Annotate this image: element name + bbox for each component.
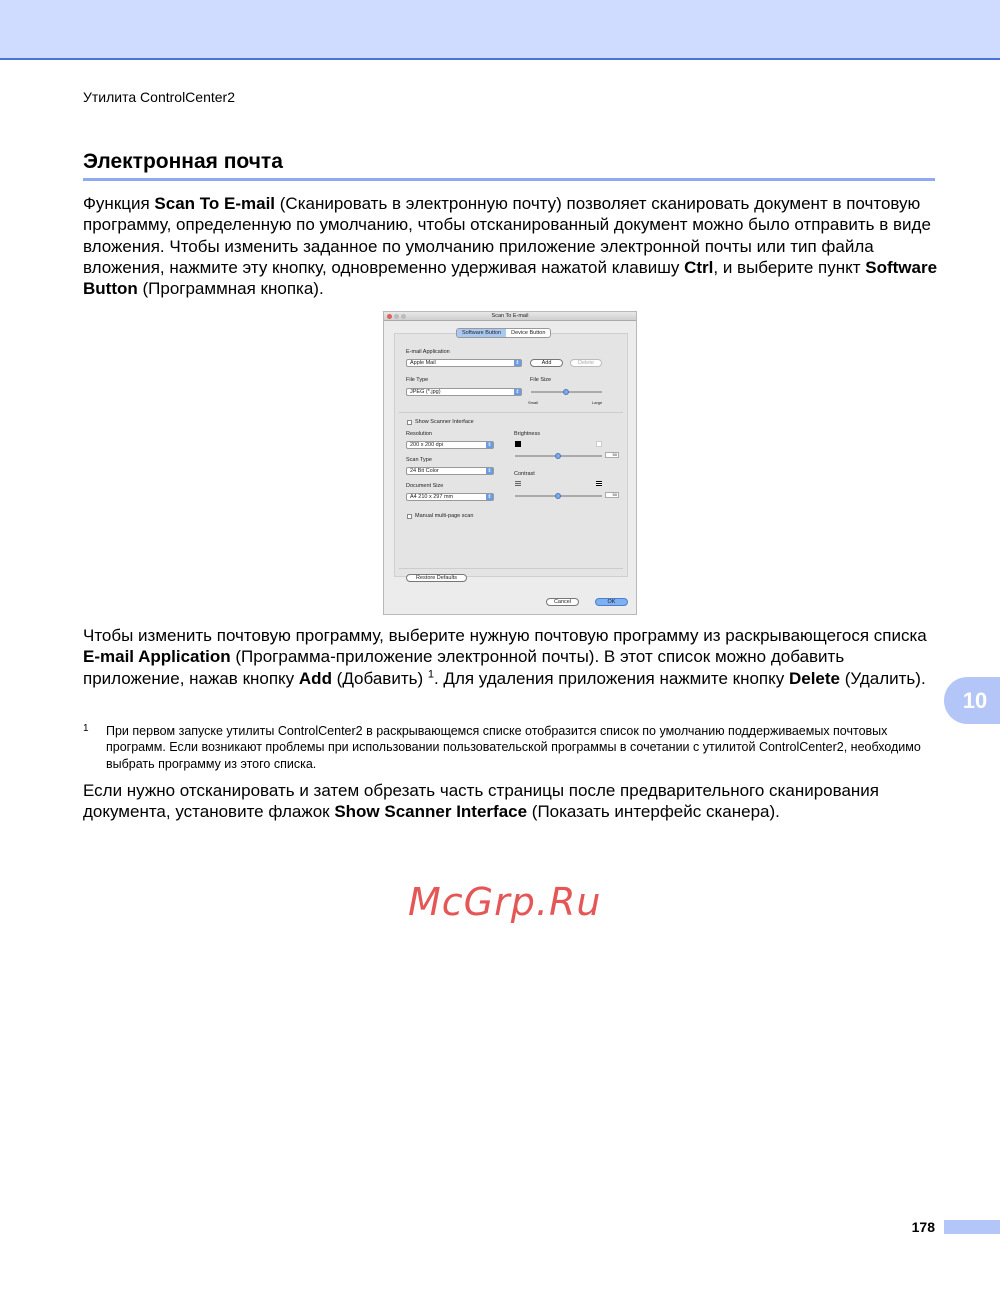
contrast-label: Contrast: [514, 471, 535, 477]
document-size-select[interactable]: [406, 493, 494, 501]
slider-knob[interactable]: [555, 453, 561, 459]
document-size-value: A4 210 x 297 mm: [410, 494, 454, 500]
divider: [399, 568, 623, 569]
add-button[interactable]: Add: [530, 359, 563, 367]
chapter-tab: 10: [944, 677, 1000, 724]
footnote: 1 При первом запуске утилиты ControlCenter2 в раскрывающемся списке отобразится список по умолчанию поддерживаемых почтовых программ. Если возникают проблемы при использовании пользовательской программы в сочетании с утилитой ControlCenter2, необходимо выбрать программу из этого списка.: [83, 723, 921, 771]
dialog-titlebar: [384, 312, 636, 321]
page-header-band: [0, 0, 1000, 60]
chevron-updown-icon: ⇕: [487, 494, 492, 500]
brightness-label: Brightness: [514, 431, 540, 437]
manual-multipage-label: Manual multi-page scan: [415, 513, 474, 519]
zoom-icon[interactable]: [401, 314, 406, 319]
scan-to-email-dialog-screenshot: [383, 311, 637, 615]
delete-button[interactable]: Delete: [570, 359, 602, 367]
section-title-rule: [83, 178, 935, 181]
file-size-small: Small: [528, 400, 539, 405]
file-size-label: File Size: [530, 377, 552, 383]
email-app-label: E-mail Application: [406, 349, 450, 355]
tab-software-button[interactable]: Software Button: [457, 329, 506, 337]
paragraph-email-app: Чтобы изменить почтовую программу, выберите нужную почтовую программу из раскрывающегося списка E-mail Application (Программа-приложение электронной почты). В этот список можно добавить приложение, нажав кнопку Add (Добавить) $^1$. Для удаления приложения нажмите кнопку Delete (Удалить).: [83, 626, 927, 688]
minimize-icon[interactable]: [394, 314, 399, 319]
dialog-title: Scan To E-mail: [491, 313, 529, 319]
show-scanner-interface-label: Show Scanner Interface: [415, 419, 474, 425]
slider-knob[interactable]: [563, 389, 569, 395]
page-number-bar: [944, 1220, 1000, 1234]
contrast-slider[interactable]: [515, 495, 602, 497]
slider-knob[interactable]: [555, 493, 561, 499]
email-app-select[interactable]: [406, 359, 522, 367]
manual-multipage-checkbox[interactable]: [407, 514, 412, 519]
resolution-value: 200 x 200 dpi: [410, 442, 444, 448]
scan-type-label: Scan Type: [406, 457, 432, 463]
contrast-value[interactable]: 50: [605, 492, 619, 498]
cancel-button[interactable]: Cancel: [546, 598, 579, 606]
page-number: 178: [911, 1219, 935, 1235]
file-type-label: File Type: [406, 377, 429, 383]
high-contrast-icon: [596, 481, 602, 486]
light-square-icon: [596, 441, 602, 447]
running-title: Утилита ControlCenter2: [83, 89, 235, 105]
file-size-large: Large: [592, 400, 603, 405]
file-type-select[interactable]: [406, 388, 522, 396]
watermark-logo: McGrp.Ru: [408, 880, 602, 924]
section-title: Электронная почта: [83, 150, 283, 173]
file-type-value: JPEG (*.jpg): [410, 389, 441, 395]
dark-square-icon: [515, 441, 521, 447]
show-scanner-interface-checkbox[interactable]: [407, 420, 412, 425]
email-app-value: Apple Mail: [410, 360, 436, 366]
resolution-label: Resolution: [406, 431, 432, 437]
chevron-updown-icon: ⇕: [487, 442, 492, 448]
low-contrast-icon: [515, 481, 521, 486]
scan-type-value: 24 Bit Color: [410, 468, 439, 474]
scan-type-select[interactable]: [406, 467, 494, 475]
document-size-label: Document Size: [406, 483, 444, 489]
resolution-select[interactable]: [406, 441, 494, 449]
ok-button[interactable]: OK: [595, 598, 628, 606]
paragraph-intro: Функция Scan To E-mail (Сканировать в электронную почту) позволяет сканировать документ в почтовую программу, определенную по умолчанию, чтобы отсканированный документ можно было отправить в виде вложения. Чтобы изменить заданное по умолчанию приложение электронной почты или тип файла вложения, нажмите эту кнопку, одновременно удерживая нажатой клавишу Ctrl, и выберите пункт Software Button (Программная кнопка).: [83, 194, 938, 299]
tab-device-button[interactable]: Device Button: [511, 330, 546, 336]
chevron-updown-icon: ⇕: [515, 360, 520, 366]
file-size-slider[interactable]: [531, 391, 602, 393]
divider: [399, 412, 623, 413]
brightness-value[interactable]: 50: [605, 452, 619, 458]
paragraph-scanner-interface: Если нужно отсканировать и затем обрезать часть страницы после предварительного сканирования документа, установите флажок Show Scanner Interface (Показать интерфейс сканера).: [83, 781, 880, 822]
tab-bar: [456, 328, 551, 338]
restore-defaults-button[interactable]: Restore Defaults: [406, 574, 467, 582]
close-icon[interactable]: [387, 314, 392, 319]
brightness-slider[interactable]: [515, 455, 602, 457]
chevron-updown-icon: ⇕: [487, 468, 492, 474]
chevron-updown-icon: ⇕: [515, 389, 520, 395]
